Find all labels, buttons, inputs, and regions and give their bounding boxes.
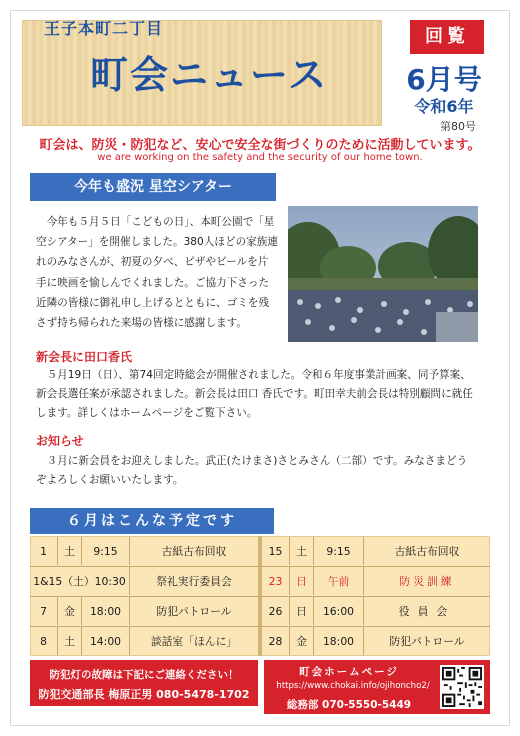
schedule-time: 18:00 <box>82 597 130 625</box>
schedule-day: 金 <box>58 597 82 625</box>
schedule-date: 28 <box>262 627 290 655</box>
schedule-event: 祭礼実行委員会 <box>156 574 232 588</box>
homepage-url-link[interactable]: https://www.chokai.info/ojihoncho2/ <box>276 681 430 691</box>
newsletter-title: 町会ニュース <box>90 53 329 97</box>
newsletter-subtitle: 王子本町二丁目 <box>44 19 164 38</box>
schedule-time: 9:15 <box>82 537 130 565</box>
section-heading-president: 新会長に田口香氏 <box>36 350 133 364</box>
schedule-event: 古紙古布回収 <box>394 544 460 558</box>
article-cinema-body: 今年も５月５日「こどもの日」、本町公園で「星空シアター」を開催しました。380人ほどの家族連れのみなさんが、初夏の夕べ、ピザやビールを片手に映画を愉しんでくれました。ご協力下さった近隣の皆様に御礼申し上げるとともに、ゴミを残さず持ち帰られた来場の皆様に感謝します。 <box>36 216 278 330</box>
schedule-time: 16:00 <box>314 597 364 625</box>
schedule-event: 防犯パトロール <box>156 604 232 618</box>
schedule-event: 防犯パトロール <box>389 634 465 648</box>
schedule-date: 26 <box>262 597 290 625</box>
qr-icon <box>442 667 482 707</box>
outdoor-cinema-photo <box>288 206 478 342</box>
streetlight-notice: 防犯灯の故障は下記にご連絡ください！ <box>49 669 239 681</box>
schedule-event: 役員会 <box>398 604 456 618</box>
homepage-box <box>264 660 490 714</box>
schedule-date: 7 <box>30 597 58 625</box>
schedule-time: 14:00 <box>82 627 130 655</box>
schedule-day: 日 <box>290 597 314 625</box>
schedule-date: 23 <box>262 567 290 595</box>
schedule-date: 15 <box>262 537 290 565</box>
schedule-time: 午前 <box>314 567 364 595</box>
issue-year: 令和6年 <box>414 97 474 116</box>
mission-statement-en: we are working on the safety and the security of our home town. <box>97 152 423 163</box>
schedule-row <box>262 627 490 655</box>
schedule-date: 8 <box>30 627 58 655</box>
article-president-body: ５月19日（日）、第74回定時総会が開催されました。令和６年度事業計画案、同予算案、新会長選任案が承認されました。新会長は田口 香氏です。町田幸夫前会長は特別顧問に就任します。詳しくはホームページをご覧下さい。 <box>36 369 473 419</box>
circulation-badge: 回覧 <box>410 20 484 54</box>
schedule-date <box>30 567 130 595</box>
schedule-event: 古紙古布回収 <box>161 544 227 558</box>
schedule-day: 土 <box>58 627 82 655</box>
section-heading-cinema: 今年も盛況 星空シアター <box>30 173 276 201</box>
schedule-row <box>30 597 258 625</box>
schedule-row-highlight <box>262 567 490 595</box>
schedule-row <box>262 597 490 625</box>
homepage-label: 町会ホームページ <box>299 666 399 678</box>
schedule-day: 日 <box>290 567 314 595</box>
photo-drawing <box>288 206 478 342</box>
schedule-date: 1 <box>30 537 58 565</box>
homepage-qr-code[interactable] <box>440 665 484 709</box>
schedule-day: 土 <box>58 537 82 565</box>
schedule-heading: ６月はこんな予定です <box>30 508 274 534</box>
article-notice-body: ３月に新会員をお迎えしました。武正(たけまさ)さとみさん（二部）です。みなさまどうぞよろしくお願いいたします。 <box>36 455 468 486</box>
schedule-event: 談話室「ほんに」 <box>150 634 238 648</box>
schedule-event: 防災訓練 <box>399 574 455 588</box>
mission-statement-jp: 町会は、防災・防犯など、安心で安全な街づくりのために活動しています。 <box>39 138 481 153</box>
streetlight-contact: 防犯交通部長 梅原正男 080-5478-1702 <box>38 688 250 701</box>
schedule-time: 9:15 <box>314 537 364 565</box>
section-heading-notice: お知らせ <box>36 434 84 448</box>
office-contact: 総務部 070-5550-5449 <box>286 699 412 711</box>
schedule-date-text: 1&15（土） <box>33 574 95 588</box>
schedule-day: 金 <box>290 627 314 655</box>
schedule-time: 10:30 <box>94 574 126 588</box>
schedule-row <box>30 537 258 565</box>
streetlight-contact-box <box>30 660 258 706</box>
schedule-row <box>262 537 490 565</box>
schedule-day: 土 <box>290 537 314 565</box>
schedule-time: 18:00 <box>314 627 364 655</box>
schedule-row <box>30 567 258 595</box>
schedule-row <box>30 627 258 655</box>
issue-month: 6月号 <box>406 63 482 96</box>
issue-number: 第80号 <box>440 120 476 133</box>
